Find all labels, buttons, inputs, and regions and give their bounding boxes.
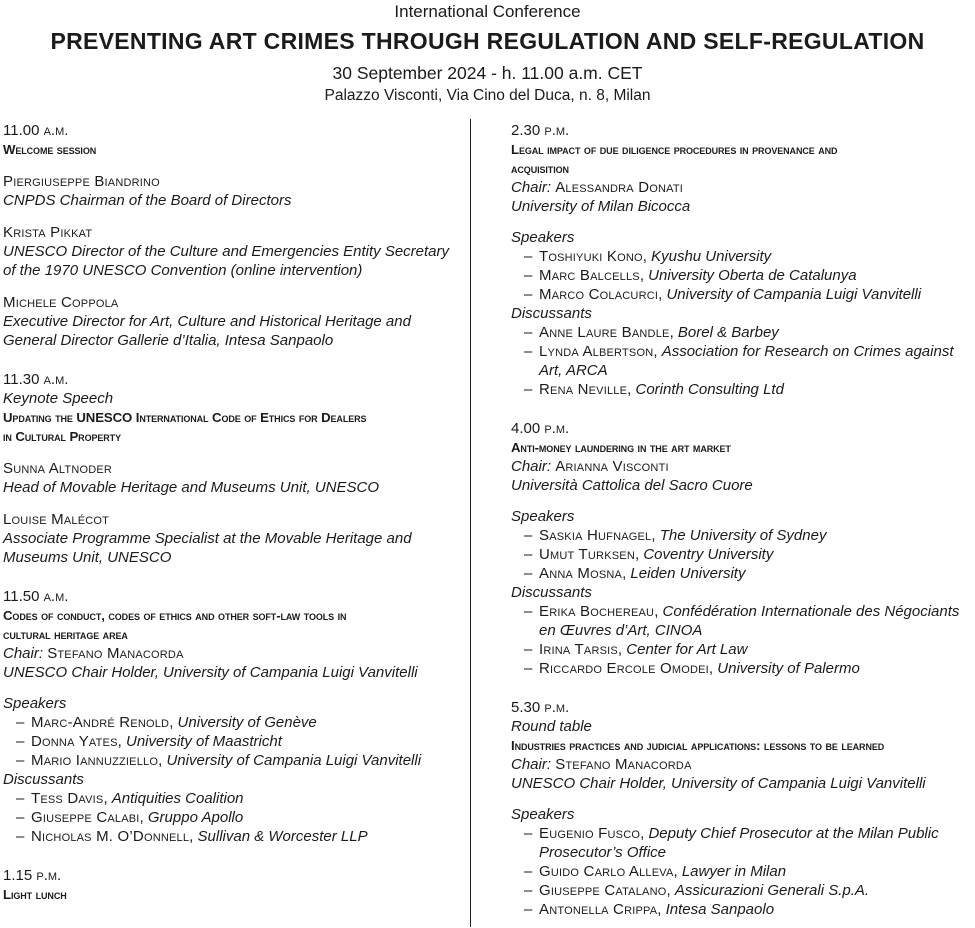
dash-icon: – xyxy=(16,790,25,807)
speaker-affiliation: University of Campania Luigi Vanvitelli xyxy=(166,752,422,769)
person xyxy=(3,172,460,210)
dash-icon: – xyxy=(16,733,25,750)
chair-label: Chair: xyxy=(511,458,552,475)
bullet-item xyxy=(511,342,973,380)
bullet-text: Marco Colacurci, University of Campania Luigi Vanvitelli xyxy=(539,286,922,303)
bullet-text: Irina Tarsis, Center for Art Law xyxy=(539,641,748,658)
bullet-item xyxy=(3,808,460,827)
bullet-text: Mario Iannuzziello, University of Campania Luigi Vanvitelli xyxy=(31,752,422,769)
session-title: Light lunch xyxy=(3,887,67,902)
bullet-text: Eugenio Fusco, Deputy Chief Prosecutor at the Milan Public Prosecutor’s Office xyxy=(539,825,939,861)
discussants-label: Discussants xyxy=(511,305,592,322)
bullet-item xyxy=(511,266,973,285)
session-time: 2.30 p.m. xyxy=(511,122,570,139)
bullet-text: Rena Neville, Corinth Consulting Ltd xyxy=(539,381,784,398)
session-subtitle: Round table xyxy=(511,718,592,735)
person-affiliation: Associate Programme Specialist at the Movable Heritage and Museums Unit, UNESCO xyxy=(3,530,412,566)
bullet-text: Donna Yates, University of Maastricht xyxy=(31,733,282,750)
bullet-item xyxy=(511,881,973,900)
bullet-item xyxy=(511,659,973,678)
dash-icon: – xyxy=(524,641,533,658)
speaker-affiliation: University of Palermo xyxy=(717,660,860,677)
column-right xyxy=(470,119,975,927)
bullet-item xyxy=(3,789,460,808)
session-block xyxy=(3,121,460,350)
chair-label: Chair: xyxy=(511,179,552,196)
chair-line xyxy=(511,178,973,197)
speaker-affiliation: Borel & Barbey xyxy=(677,324,779,341)
dash-icon: – xyxy=(16,714,25,731)
session-title: Welcome session xyxy=(3,142,97,157)
speaker-name: Nicholas M. O’Donnell xyxy=(31,828,190,845)
session-title: Updating the UNESCO International Code of Ethics for Dealers xyxy=(3,410,367,425)
speaker-affiliation: Corinth Consulting Ltd xyxy=(635,381,784,398)
person xyxy=(3,293,460,350)
dash-icon: – xyxy=(16,809,25,826)
speaker-name: Giuseppe Catalano xyxy=(539,882,667,899)
dash-icon: – xyxy=(524,825,533,842)
session-subtitle: Keynote Speech xyxy=(3,390,114,407)
session-title: Industries practices and judicial applications: lessons to be learned xyxy=(511,738,885,753)
dash-icon: – xyxy=(524,286,533,303)
chair-label: Chair: xyxy=(511,756,552,773)
speaker-affiliation: University of Genève xyxy=(177,714,317,731)
speakers-label: Speakers xyxy=(511,806,575,823)
chair-affiliation: UNESCO Chair Holder, University of Campania Luigi Vanvitelli xyxy=(511,775,926,792)
chair-name: Arianna Visconti xyxy=(555,458,669,475)
dash-icon: – xyxy=(524,324,533,341)
dash-icon: – xyxy=(524,660,533,677)
bullet-text: Antonella Crippa, Intesa Sanpaolo xyxy=(539,901,775,918)
person xyxy=(3,223,460,280)
speaker-name: Donna Yates xyxy=(31,733,118,750)
speaker-name: Guido Carlo Alleva xyxy=(539,863,674,880)
speaker-name: Marc Balcells xyxy=(539,267,640,284)
session-title: Anti-money laundering in the art market xyxy=(511,440,731,455)
bullet-item xyxy=(511,602,973,640)
session-time: 11.30 a.m. xyxy=(3,371,69,388)
bullet-item xyxy=(511,824,973,862)
session-time: 11.50 a.m. xyxy=(3,588,69,605)
session-block xyxy=(511,698,973,919)
speaker-name: Marc-André Renold xyxy=(31,714,170,731)
session-block xyxy=(3,587,460,846)
person xyxy=(3,510,460,567)
person-affiliation: CNPDS Chairman of the Board of Directors xyxy=(3,192,292,209)
program-columns xyxy=(0,119,975,927)
page-title: PREVENTING ART CRIMES THROUGH REGULATION AND SELF-REGULATION xyxy=(50,28,925,54)
session-time: 11.00 a.m. xyxy=(3,122,69,139)
bullet-item xyxy=(3,732,460,751)
speaker-name: Riccardo Ercole Omodei xyxy=(539,660,709,677)
bullet-item xyxy=(511,380,973,399)
speakers-label: Speakers xyxy=(511,508,575,525)
bullet-item xyxy=(3,751,460,770)
person-affiliation: Executive Director for Art, Culture and Historical Heritage and General Director Gallerie d’Italia, Intesa Sanpaolo xyxy=(3,313,411,349)
bullet-text: Riccardo Ercole Omodei, University of Palermo xyxy=(539,660,860,677)
speaker-name: Irina Tarsis xyxy=(539,641,618,658)
speaker-name: Lynda Albertson xyxy=(539,343,654,360)
person-name: Louise Malécot xyxy=(3,511,110,528)
session-time: 1.15 p.m. xyxy=(3,867,62,884)
speaker-name: Giuseppe Calabi xyxy=(31,809,140,826)
bullet-item xyxy=(511,564,973,583)
person xyxy=(3,459,460,497)
bullet-text: Lynda Albertson, Association for Research on Crimes against Art, ARCA xyxy=(539,343,954,379)
speaker-name: Antonella Crippa xyxy=(539,901,658,918)
conference-type: International Conference xyxy=(394,2,581,21)
session-title: Codes of conduct, codes of ethics and other soft-law tools in xyxy=(3,608,347,623)
bullet-item xyxy=(511,545,973,564)
chair-affiliation: Università Cattolica del Sacro Cuore xyxy=(511,477,753,494)
column-left xyxy=(0,119,470,927)
speaker-affiliation: University of Maastricht xyxy=(125,733,282,750)
bullet-text: Tess Davis, Antiquities Coalition xyxy=(31,790,244,807)
dash-icon: – xyxy=(524,901,533,918)
dash-icon: – xyxy=(524,248,533,265)
session-title: acquisition xyxy=(511,161,569,176)
bullet-item xyxy=(3,827,460,846)
speakers-label: Speakers xyxy=(511,229,575,246)
bullet-item xyxy=(3,713,460,732)
speaker-affiliation: Sullivan & Worcester LLP xyxy=(197,828,368,845)
person-affiliation: UNESCO Director of the Culture and Emergencies Entity Secretary of the 1970 UNESCO Convention (online intervention) xyxy=(3,243,450,279)
dash-icon: – xyxy=(524,565,533,582)
speaker-affiliation: Gruppo Apollo xyxy=(147,809,244,826)
person-name: Piergiuseppe Biandrino xyxy=(3,173,160,190)
speaker-affiliation: Lawyer in Milan xyxy=(681,863,787,880)
chair-name: Stefano Manacorda xyxy=(555,756,692,773)
speaker-affiliation: Center for Art Law xyxy=(626,641,748,658)
bullet-item xyxy=(511,247,973,266)
speaker-affiliation: University of Campania Luigi Vanvitelli xyxy=(666,286,922,303)
session-time: 4.00 p.m. xyxy=(511,420,570,437)
session-block xyxy=(3,866,460,904)
speaker-name: Erika Bochereau xyxy=(539,603,655,620)
bullet-text: Anne Laure Bandle, Borel & Barbey xyxy=(539,324,779,341)
chair-line xyxy=(511,457,973,476)
bullet-text: Guido Carlo Alleva, Lawyer in Milan xyxy=(539,863,787,880)
speaker-name: Mario Iannuzziello xyxy=(31,752,159,769)
session-title: cultural heritage area xyxy=(3,627,128,642)
speaker-affiliation: University Oberta de Catalunya xyxy=(648,267,857,284)
bullet-item xyxy=(511,526,973,545)
bullet-text: Nicholas M. O’Donnell, Sullivan & Worcester LLP xyxy=(31,828,368,845)
bullet-text: Saskia Hufnagel, The University of Sydney xyxy=(539,527,827,544)
session-block xyxy=(3,370,460,567)
dash-icon: – xyxy=(524,527,533,544)
date-time: 30 September 2024 - h. 11.00 a.m. CET xyxy=(332,63,643,83)
speaker-affiliation: Coventry University xyxy=(643,546,774,563)
discussants-label: Discussants xyxy=(511,584,592,601)
dash-icon: – xyxy=(524,343,533,360)
dash-icon: – xyxy=(16,752,25,769)
speaker-affiliation: Intesa Sanpaolo xyxy=(665,901,775,918)
bullet-text: Marc Balcells, University Oberta de Catalunya xyxy=(539,267,857,284)
speaker-affiliation: Antiquities Coalition xyxy=(111,790,244,807)
dash-icon: – xyxy=(524,381,533,398)
bullet-text: Anna Mosna, Leiden University xyxy=(539,565,746,582)
person-name: Sunna Altnoder xyxy=(3,460,113,477)
speaker-affiliation: Association for Research on Crimes against Art, ARCA xyxy=(539,343,954,379)
chair-line xyxy=(511,755,973,774)
bullet-text: Erika Bochereau, Confédération Internationale des Négociants en Œuvres d’Art, CINOA xyxy=(539,603,960,639)
dash-icon: – xyxy=(524,546,533,563)
speaker-name: Toshiyuki Kono xyxy=(539,248,643,265)
chair-affiliation: University of Milan Bicocca xyxy=(511,198,691,215)
dash-icon: – xyxy=(524,267,533,284)
speaker-affiliation: The University of Sydney xyxy=(659,527,827,544)
chair-label: Chair: xyxy=(3,645,44,662)
speaker-name: Anna Mosna xyxy=(539,565,623,582)
speaker-name: Saskia Hufnagel xyxy=(539,527,652,544)
person-name: Michele Coppola xyxy=(3,294,119,311)
dash-icon: – xyxy=(524,603,533,620)
chair-name: Alessandra Donati xyxy=(555,179,684,196)
dash-icon: – xyxy=(524,863,533,880)
speaker-name: Tess Davis xyxy=(31,790,104,807)
chair-line xyxy=(3,644,460,663)
session-title: in Cultural Property xyxy=(3,429,121,444)
chair-name: Stefano Manacorda xyxy=(47,645,184,662)
dash-icon: – xyxy=(524,882,533,899)
speakers-label: Speakers xyxy=(3,695,67,712)
speaker-name: Marco Colacurci xyxy=(539,286,659,303)
venue: Palazzo Visconti, Via Cino del Duca, n. 8, Milan xyxy=(324,87,651,104)
dash-icon: – xyxy=(16,828,25,845)
session-block xyxy=(511,121,973,399)
person-affiliation: Head of Movable Heritage and Museums Unit, UNESCO xyxy=(3,479,379,496)
speaker-affiliation: Confédération Internationale des Négociants en Œuvres d’Art, CINOA xyxy=(539,603,960,639)
speaker-affiliation: Kyushu University xyxy=(651,248,772,265)
person-name: Krista Pikkat xyxy=(3,224,93,241)
bullet-item xyxy=(511,323,973,342)
bullet-text: Marc-André Renold, University of Genève xyxy=(31,714,317,731)
discussants-label: Discussants xyxy=(3,771,84,788)
bullet-item xyxy=(511,285,973,304)
speaker-name: Umut Turksen xyxy=(539,546,635,563)
bullet-item xyxy=(511,640,973,659)
program-header xyxy=(0,0,975,105)
session-title: Legal impact of due diligence procedures in provenance and xyxy=(511,142,838,157)
speaker-name: Anne Laure Bandle xyxy=(539,324,670,341)
bullet-item xyxy=(511,862,973,881)
chair-affiliation: UNESCO Chair Holder, University of Campania Luigi Vanvitelli xyxy=(3,664,418,681)
bullet-text: Toshiyuki Kono, Kyushu University xyxy=(539,248,772,265)
bullet-item xyxy=(511,900,973,919)
speaker-affiliation: Assicurazioni Generali S.p.A. xyxy=(674,882,870,899)
bullet-text: Giuseppe Catalano, Assicurazioni Generali S.p.A. xyxy=(539,882,870,899)
speaker-affiliation: Deputy Chief Prosecutor at the Milan Public Prosecutor’s Office xyxy=(539,825,939,861)
session-block xyxy=(511,419,973,678)
speaker-affiliation: Leiden University xyxy=(630,565,746,582)
bullet-text: Giuseppe Calabi, Gruppo Apollo xyxy=(31,809,244,826)
session-time: 5.30 p.m. xyxy=(511,699,570,716)
speaker-name: Eugenio Fusco xyxy=(539,825,641,842)
bullet-text: Umut Turksen, Coventry University xyxy=(539,546,774,563)
speaker-name: Rena Neville xyxy=(539,381,628,398)
